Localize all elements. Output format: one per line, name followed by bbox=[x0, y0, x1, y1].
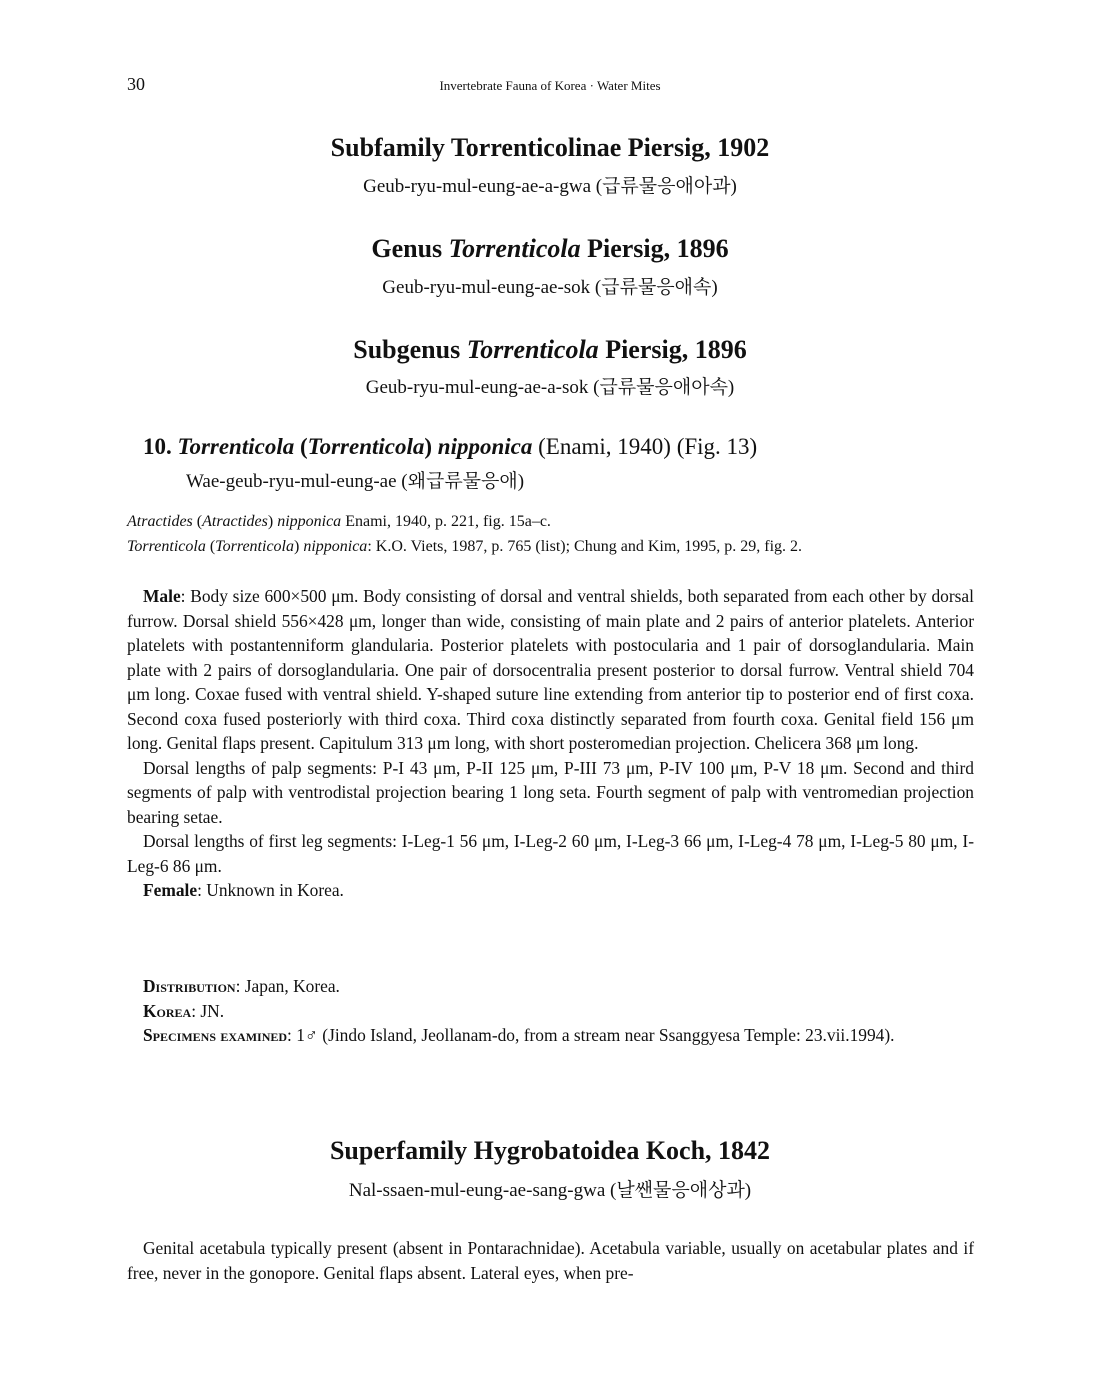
subgenus-korean-name: Geub-ryu-mul-eung-ae-a-sok (급류물응애아속) bbox=[365, 377, 735, 398]
synonymy-line-2: Torrenticola (Torrenticola) nipponica: K.O. Viets, 1987, p. 765 (list); Chung and Kim, 1995, p. 29, fig. 2. bbox=[127, 538, 803, 555]
male-label: Male bbox=[143, 586, 181, 606]
subfamily-korean-name: Geub-ryu-mul-eung-ae-a-gwa (급류물응애아과) bbox=[363, 176, 737, 197]
palp-paragraph: Dorsal lengths of palp segments: P-I 43 μm, P-II 125 μm, P-III 73 μm, P-IV 100 μm, P-V 18 μm. Second and third segments of palp with ventrodistal projection bearing 1 long seta. Fourth segment of palp with ventromedian projection bearing setae. bbox=[127, 757, 974, 827]
species-heading: 10. Torrenticola (Torrenticola) nipponica (Enami, 1940) (Fig. 13) bbox=[143, 434, 758, 459]
subgenus-title bbox=[0, 335, 1100, 365]
specimens-label: Specimens examined bbox=[143, 1025, 288, 1045]
superfamily-title: Superfamily Hygrobatoidea Koch, 1842 bbox=[329, 1136, 771, 1165]
superfamily-korean-name: Nal-ssaen-mul-eung-ae-sang-gwa (날쌘물응애상과) bbox=[348, 1180, 752, 1201]
synonym-citation: : K.O. Viets, 1987, p. 765 (list); Chung and Kim, 1995, p. 29, fig. 2. bbox=[367, 538, 803, 555]
species-epithet: nipponica bbox=[437, 434, 533, 459]
subgenus-prefix: Subgenus bbox=[353, 335, 467, 364]
leg-paragraph: Dorsal lengths of first leg segments: I-Leg-1 56 μm, I-Leg-2 60 μm, I-Leg-3 66 μm, I-Leg-4 78 μm, I-Leg-5 80 μm, I-Leg-6 86 μm. bbox=[127, 831, 974, 876]
synonymy-line-1: Atractides (Atractides) nipponica Enami, 1940, p. 221, fig. 15a–c. bbox=[127, 513, 551, 530]
description-block bbox=[127, 584, 974, 903]
korea-text: : JN. bbox=[191, 1000, 225, 1021]
distribution-line bbox=[127, 974, 974, 999]
intro-paragraph: Genital acetabula typically present (absent in Pontarachnidae). Acetabula variable, usually on acetabular plates and if free, never in the gonopore. Genital flaps absent. Lateral eyes, when pre- bbox=[127, 1238, 974, 1283]
synonym-genus: Torrenticola bbox=[127, 538, 206, 555]
running-title: Invertebrate Fauna of Korea · Water Mites bbox=[439, 78, 661, 93]
genus-title bbox=[0, 234, 1100, 264]
distribution-text: : Japan, Korea. bbox=[235, 976, 340, 996]
synonym-epithet: nipponica bbox=[303, 538, 368, 555]
species-korean-name: Wae-geub-ryu-mul-eung-ae (왜급류물응애) bbox=[186, 471, 525, 492]
species-subgenus: Torrenticola bbox=[307, 434, 425, 459]
genus-korean-name: Geub-ryu-mul-eung-ae-sok (급류물응애속) bbox=[382, 277, 718, 298]
species-genus: Torrenticola bbox=[177, 434, 295, 459]
korea-line bbox=[127, 999, 974, 1024]
korea-label: Korea bbox=[143, 1000, 192, 1021]
specimens-line bbox=[127, 1023, 974, 1048]
synonym-citation: Enami, 1940, p. 221, fig. 15a–c. bbox=[341, 513, 551, 530]
records-block bbox=[127, 974, 974, 1048]
female-label: Female bbox=[143, 880, 198, 900]
synonym-subgenus: Atractides bbox=[202, 513, 268, 530]
synonym-subgenus: Torrenticola bbox=[215, 538, 294, 555]
species-number: 10. bbox=[143, 434, 172, 459]
female-paragraph bbox=[127, 878, 974, 903]
genus-prefix: Genus bbox=[371, 234, 449, 263]
synonym-epithet: nipponica bbox=[277, 513, 342, 530]
distribution-label: Distribution bbox=[143, 976, 236, 996]
species-authority: (Enami, 1940) (Fig. 13) bbox=[538, 434, 758, 459]
genus-name: Torrenticola bbox=[448, 234, 581, 263]
genus-suffix: Piersig, 1896 bbox=[580, 234, 729, 263]
female-text: : Unknown in Korea. bbox=[197, 880, 344, 900]
male-paragraph bbox=[127, 584, 974, 756]
specimens-text: : 1♂ (Jindo Island, Jeollanam-do, from a stream near Ssanggyesa Temple: 23.vii.1994). bbox=[287, 1025, 895, 1045]
subgenus-suffix: Piersig, 1896 bbox=[598, 335, 747, 364]
page-number: 30 bbox=[127, 74, 145, 94]
subfamily-title: Subfamily Torrenticolinae Piersig, 1902 bbox=[330, 133, 770, 162]
synonym-genus: Atractides bbox=[127, 513, 193, 530]
male-text: : Body size 600×500 μm. Body consisting of dorsal and ventral shields, both separated from each other by dorsal furrow. Dorsal shield 556×428 μm, longer than wide, consisting of main plate and 2 pairs of anterior platelets. Anterior platelets with postantenniform glandularia. Posterior platelets with postocularia and 1 pair of dorsoglandularia. Main plate with 2 pairs of dorsoglandularia. One pair of dorsocentralia present posterior to dorsal furrow. Ventral shield 704 μm long. Coxae fused with ventral shield. Y-shaped suture line extending from anterior tip to posterior end of first coxa. Second coxa fused posteriorly with third coxa. Third coxa distinctly separated from fourth coxa. Genital field 156 μm long. Genital flaps present. Capitulum 313 μm long, with short posteromedian projection. Chelicera 368 μm long. bbox=[127, 586, 974, 753]
superfamily-intro bbox=[127, 1236, 974, 1285]
subgenus-name: Torrenticola bbox=[466, 335, 599, 364]
